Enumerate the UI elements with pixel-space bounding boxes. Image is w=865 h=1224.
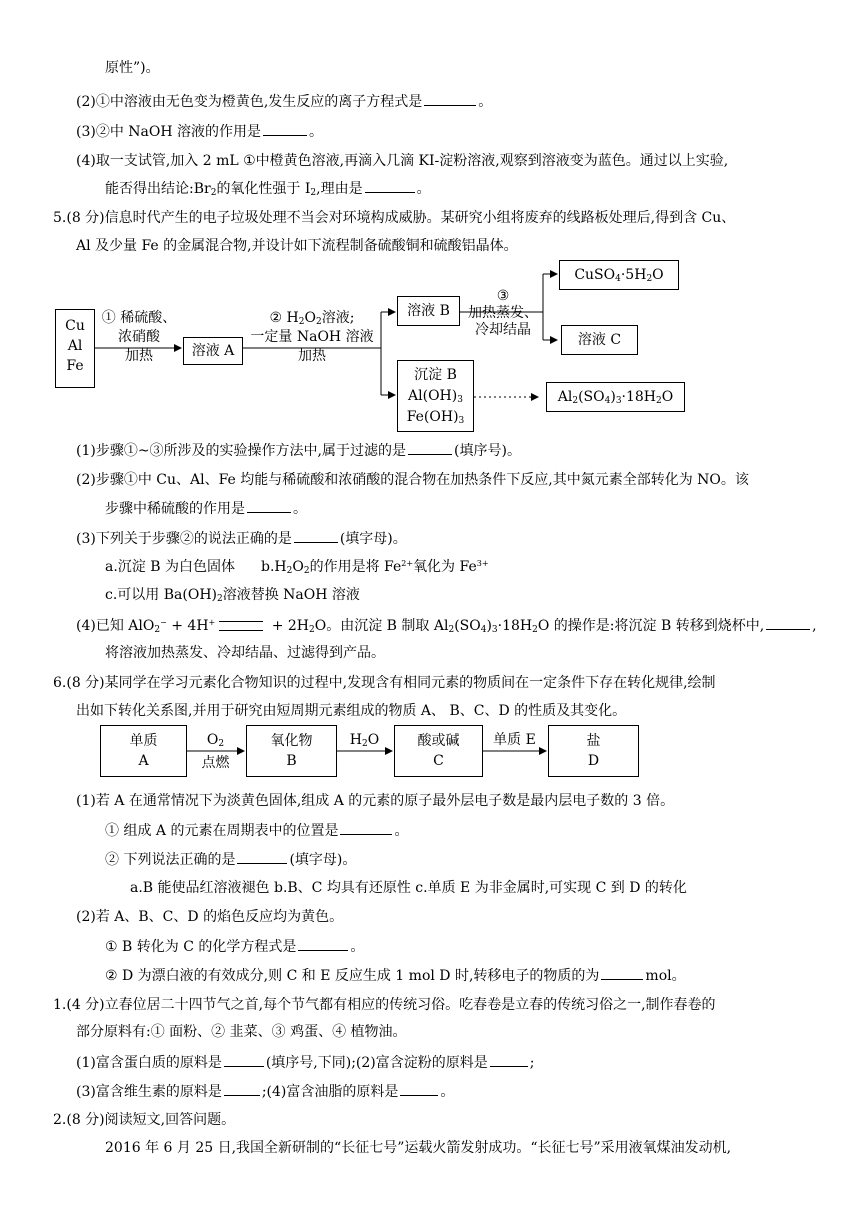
- answer-blank[interactable]: [237, 849, 287, 864]
- question-6-title-cont: 出如下转化关系图,并用于研究由短周期元素组成的物质 A、 B、C、D 的性质及其变化。: [76, 703, 627, 719]
- question-1-1-2: (1)富含蛋白质的原料是 (填序号,下同);(2)富含淀粉的原料是 ;: [76, 1052, 534, 1073]
- arrow-label-o2: $O_2$: [206, 732, 225, 749]
- question-5-2-cont: 步骤中稀硫酸的作用是 。: [105, 498, 307, 519]
- arrow-label-ignite: 点燃: [201, 755, 230, 771]
- question-4-4-cont: 能否得出结论$:Br_2$的氧化性强于 $I_2$,理由是 。: [105, 178, 431, 199]
- question-6-2-a: ① B 转化为 C 的化学方程式是 。: [105, 936, 364, 957]
- solution-a-box: 溶液 A: [183, 337, 243, 365]
- text-line: 原性”)。: [105, 60, 160, 76]
- question-5-4-cont: 将溶液加热蒸发、冷却结晶、过滤得到产品。: [105, 645, 385, 661]
- question-5-title-cont: Al 及少量 Fe 的金属混合物,并设计如下流程制备硫酸铜和硫酸铝晶体。: [76, 238, 518, 254]
- arrow-label-element-e: 单质 E: [493, 732, 536, 748]
- answer-blank[interactable]: [601, 965, 643, 980]
- cuso4-box: $CuSO_4\cdot 5H_2O$: [559, 260, 679, 290]
- question-5-title: 5.(8 分)信息时代产生的电子垃圾处理不当会对环境构成威胁。某研究小组将废弃的线路板处理后,得到含 Cu、: [53, 210, 736, 226]
- answer-blank[interactable]: [400, 1081, 438, 1096]
- al2so43-box: $Al_2(SO_4)_3\cdot 18H_2O$: [546, 382, 685, 412]
- question-2-title: 2.(8 分)阅读短文,回答问题。: [53, 1112, 236, 1128]
- question-4-4: (4)取一支试管,加入 2 mL ①中橙黄色溶液,再滴入几滴 KI-淀粉溶液,观察到溶液变为蓝色。通过以上实验,: [76, 153, 729, 169]
- step-1-label: ① 稀硫酸、 浓硝酸 加热: [101, 310, 177, 364]
- box-acid-base-c: 酸或碱 C: [394, 725, 483, 777]
- step-2-label: ② $H_2O_2$溶液; 一定量 NaOH 溶液 加热: [250, 310, 374, 364]
- question-6-1: (1)若 A 在通常情况下为淡黄色固体,组成 A 的元素的原子最外层电子数是最内层电子数的 3 倍。: [76, 793, 675, 809]
- box-element-a: 单质 A: [100, 725, 187, 777]
- arrow-label-h2o: $H_2O$: [349, 732, 380, 749]
- precipitate-b-box: 沉淀 B $Al(OH)_3$ $Fe(OH)_3$: [397, 360, 474, 432]
- question-5-2: (2)步骤①中 Cu、Al、Fe 均能与稀硫酸和浓硝酸的混合物在加热条件下反应,其中氮元素全部转化为 NO。该: [76, 472, 749, 488]
- answer-blank[interactable]: [490, 1052, 528, 1067]
- question-4-2: (2)①中溶液由无色变为橙黄色,发生反应的离子方程式是 。: [76, 91, 492, 112]
- option-5-3-c: c.可以用 $Ba(OH)_2$溶液替换 NaOH 溶液: [105, 587, 360, 604]
- solution-c-box: 溶液 C: [561, 325, 638, 355]
- question-5-1: (1)步骤①~③所涉及的实验操作方法中,属于过滤的是 (填序号)。: [76, 440, 521, 461]
- question-2-passage: 2016 年 6 月 25 日,我国全新研制的“长征七号”运载火箭发射成功。“长征七号”采用液氧煤油发动机,: [105, 1140, 732, 1156]
- option-5-3-ab: a.沉淀 B 为白色固体 $b.H_2O_2$的作用是将 $Fe^{2+}$氧化为 $Fe^{3+}$: [105, 559, 489, 576]
- answer-blank[interactable]: [224, 1052, 264, 1067]
- answer-blank[interactable]: [298, 936, 348, 951]
- answer-blank[interactable]: [224, 1081, 260, 1096]
- question-4-3: (3)②中 NaOH 溶液的作用是 。: [76, 121, 323, 142]
- options-6-1-b: a.B 能使品红溶液褪色 b.B、C 均具有还原性 c.单质 E 为非金属时,可实现 C 到 D 的转化: [130, 880, 687, 896]
- question-5-4: (4)已知 $AlO_2^- + 4H^+ + 2H_2O$。由沉淀 B 制取 $Al_2(SO_4)_3\cdot 18H_2O$ 的操作是:将沉淀 B 转移到烧杯中, ,: [76, 615, 817, 636]
- answer-blank[interactable]: [340, 820, 392, 835]
- question-5-3: (3)下列关于步骤②的说法正确的是 (填字母)。: [76, 528, 407, 549]
- box-salt-d: 盐 D: [548, 725, 639, 777]
- question-6-2: (2)若 A、B、C、D 的焰色反应均为黄色。: [76, 909, 344, 925]
- step-3-label: ③ 加热蒸发、 冷却结晶: [468, 288, 538, 338]
- metals-box: Cu Al Fe: [55, 309, 95, 388]
- question-1-title-cont: 部分原料有:① 面粉、② 韭菜、③ 鸡蛋、④ 植物油。: [76, 1024, 407, 1040]
- question-6-title: 6.(8 分)某同学在学习元素化合物知识的过程中,发现含有相同元素的物质间在一定条件下存在转化规律,绘制: [53, 675, 716, 691]
- question-6-2-b: ② D 为漂白液的有效成分,则 C 和 E 反应生成 1 mol D 时,转移电子的物质的为 mol。: [105, 965, 686, 986]
- solution-b-box: 溶液 B: [397, 296, 460, 326]
- question-1-3-4: (3)富含维生素的原料是 ;(4)富含油脂的原料是 。: [76, 1081, 454, 1102]
- question-1-title: 1.(4 分)立春位居二十四节气之首,每个节气都有相应的传统习俗。吃春卷是立春的传统习俗之一,制作春卷的: [53, 997, 716, 1013]
- question-6-1-a: ① 组成 A 的元素在周期表中的位置是 。: [105, 820, 408, 841]
- question-6-1-b: ② 下列说法正确的是 (填字母)。: [105, 849, 356, 870]
- box-oxide-b: 氧化物 B: [246, 725, 337, 777]
